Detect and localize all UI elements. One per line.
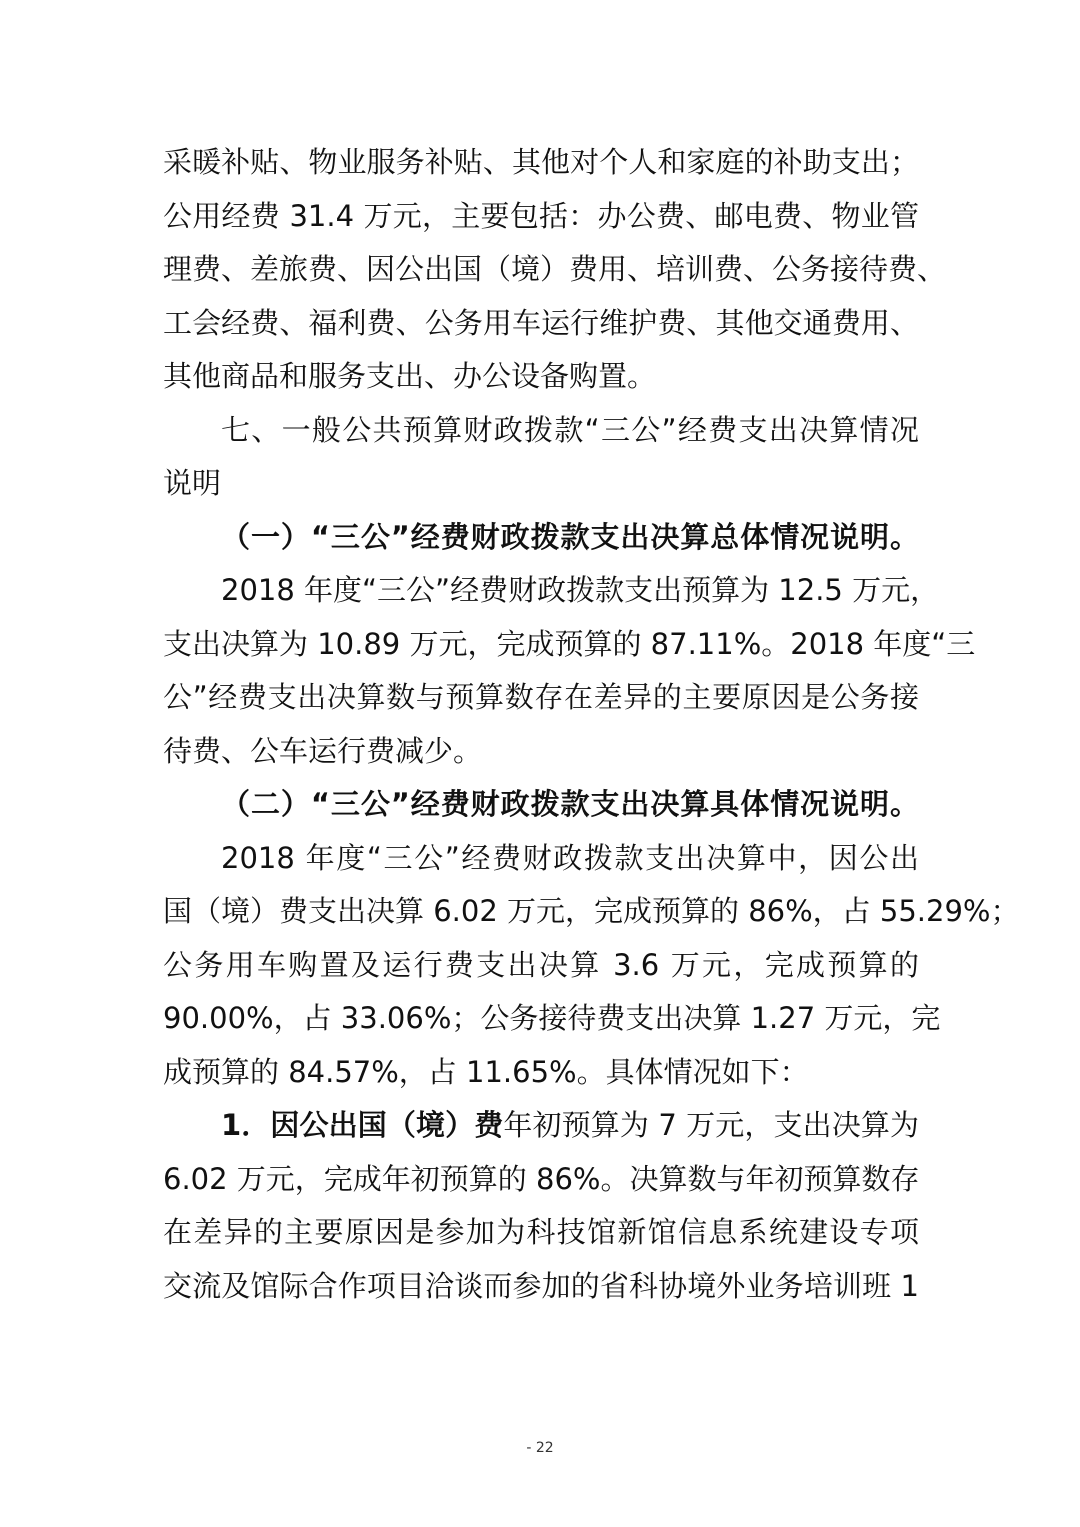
text-line: 公用经费 31.4 万元，主要包括：办公费、邮电费、物业管 (163, 198, 919, 233)
text-line: 公”经费支出决算数与预算数存在差异的主要原因是公务接 (163, 680, 919, 714)
text-line: 支出决算为 10.89 万元，完成预算的 87.11%。2018 年度“三 (163, 626, 976, 661)
text-line: 工会经费、福利费、公务用车运行维护费、其他交通费用、 (163, 305, 919, 340)
text-line: 6.02 万元，完成年初预算的 86%。决算数与年初预算数存 (163, 1161, 920, 1196)
item1-line (163, 1099, 919, 1153)
text-line: 采暖补贴、物业服务补贴、其他对个人和家庭的补助支出； (163, 145, 919, 179)
text-line: 交流及馆际合作项目洽谈而参加的省科协境外业务培训班 1 (163, 1268, 919, 1303)
page-number: - 22 (526, 1440, 554, 1456)
text-line: 90.00%，占 33.06%；公务接待费支出决算 1.27 万元，完 (163, 1001, 941, 1035)
text-line: 国（境）费支出决算 6.02 万元，完成预算的 86%，占 55.29%； (163, 894, 1020, 928)
text-line: 2018 年度“三公”经费财政拨款支出决算中，因公出 (221, 840, 919, 875)
text-line: 成预算的 84.57%，占 11.65%。具体情况如下： (163, 1054, 809, 1089)
section-heading-seven: 七、一般公共预算财政拨款“三公”经费支出决算情况 (221, 412, 919, 447)
item1-text: 年初预算为 7 万元，支出决算为 (503, 1108, 919, 1142)
text-line: 说明 (163, 466, 222, 500)
item1-heading: 1．因公出国（境）费 (221, 1108, 504, 1142)
text-line: 在差异的主要原因是参加为科技馆新馆信息系统建设专项 (163, 1215, 919, 1249)
text-line: 2018 年度“三公”经费财政拨款支出预算为 12.5 万元， (221, 573, 940, 607)
text-line: 公务用车购置及运行费支出决算 3.6 万元，完成预算的 (163, 947, 919, 982)
text-line: 其他商品和服务支出、办公设备购置。 (163, 359, 657, 393)
subheading-overall: （一）“三公”经费财政拨款支出决算总体情况说明。 (221, 519, 919, 554)
body-text (163, 136, 1020, 1313)
subheading-specific: （二）“三公”经费财政拨款支出决算具体情况说明。 (221, 787, 919, 821)
text-line: 待费、公车运行费减少。 (163, 733, 483, 768)
text-line: 理费、差旅费、因公出国（境）费用、培训费、公务接待费、 (163, 252, 947, 286)
